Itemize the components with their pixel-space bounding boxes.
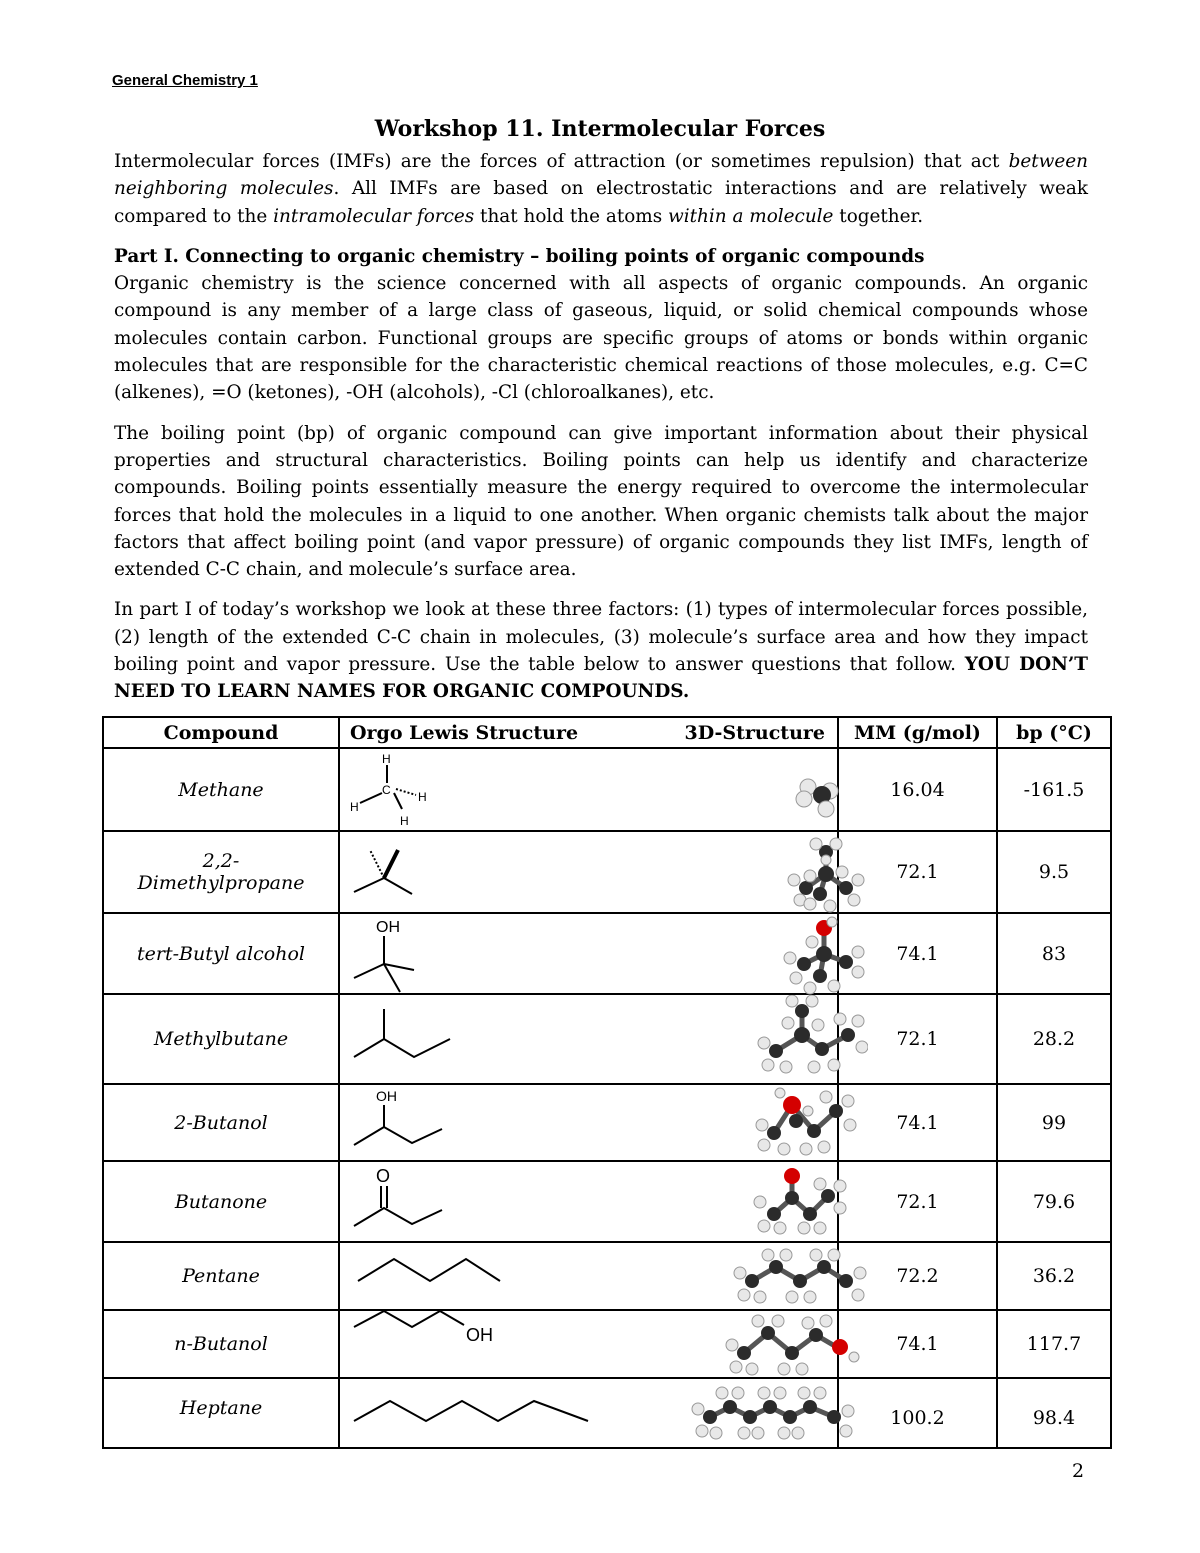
dimethylpropane-structures (340, 832, 868, 914)
boiling-point: -161.5 (997, 748, 1111, 831)
molar-mass: 74.1 (838, 913, 997, 994)
tbutanol-structures (340, 914, 868, 995)
part1-paragraph-2: The boiling point (bp) of organic compound can give important information about their physical properties and structural characteristics. Boiling points can help us identify and characterize compounds. Boiling points essentially measure the energy required to overcome the intermolecular forces that hold the molecules in a liquid to one another. When organic chemists talk about the major factors that affect boiling point (and vapor pressure) of organic compounds they list IMFs, length of extended C-C chain, and molecule’s surface area. (114, 422, 1088, 581)
table-row (103, 913, 1111, 994)
butanol2-3d-model (756, 1088, 856, 1155)
molar-mass: 74.1 (838, 1310, 997, 1378)
header-compound: Compound (103, 717, 339, 748)
methane-structures (340, 749, 868, 832)
molar-mass: 100.2 (838, 1378, 997, 1448)
compound-name: Methylbutane (103, 994, 339, 1084)
structure-cell (339, 1310, 838, 1378)
page-number: 2 (1072, 1460, 1085, 1482)
boiling-point: 36.2 (997, 1242, 1111, 1310)
compound-name: Butanone (103, 1161, 339, 1242)
boiling-point: 79.6 (997, 1161, 1111, 1242)
lewis-c-label: C (382, 783, 391, 797)
nbutanol-lewis (354, 1311, 464, 1327)
table-row (103, 1378, 1111, 1448)
molar-mass: 72.1 (838, 1161, 997, 1242)
methylbutane-3d-model (758, 995, 868, 1073)
compound-name: Heptane (103, 1378, 339, 1448)
header-bp: bp (°C) (997, 717, 1111, 748)
heptane-lewis (354, 1401, 588, 1421)
butanone-3d-model (754, 1168, 846, 1234)
dimethylpropane-lewis (354, 850, 412, 894)
table-row (103, 1310, 1111, 1378)
lewis-o-label: O (376, 1166, 391, 1186)
lewis-h-label: H (382, 752, 391, 766)
dimethylpropane-3d-model (788, 838, 864, 912)
table-row (103, 1084, 1111, 1161)
heptane-structures (340, 1379, 868, 1449)
methylbutane-lewis (354, 1009, 450, 1057)
lewis-h-label: H (400, 814, 409, 828)
part1-paragraph-3: In part I of today’s workshop we look at these three factors: (1) types of intermolecular forces possible, (2) length of the extended C-C chain in molecules, (3) molecule’s surface area and how they impact boiling point and vapor pressure. Use the table below to answer questions that follow. YOU DON’T NEED TO LEARN NAMES FOR ORGANIC COMPOUNDS. (114, 599, 1088, 703)
page-title: Workshop 11. Intermolecular Forces (374, 116, 826, 142)
table-row (103, 1161, 1111, 1242)
structure-cell (339, 1084, 838, 1161)
table-row (103, 831, 1111, 913)
body-text (114, 148, 1088, 719)
pentane-3d-model (734, 1249, 866, 1303)
nbutanol-structures (340, 1311, 868, 1379)
lewis-oh-label: OH (376, 1088, 397, 1104)
compound-name: n-Butanol (103, 1310, 339, 1378)
compound-name: 2,2-Dimethylpropane (103, 831, 339, 913)
butanol2-structures (340, 1085, 868, 1162)
header-structures (339, 717, 838, 748)
part1-paragraph-1: Part I. Connecting to organic chemistry – boiling points of organic compounds Organic chemistry is the science concerned with all aspects of organic compounds. An organic compound is any member of a large class of gaseous, liquid, or solid chemical compounds whose molecules contain carbon. Functional groups are specific groups of atoms or bonds within organic molecules that are responsible for the characteristic chemical reactions of those molecules, e.g. C=C (alkenes), =O (ketones), -OH (alcohols), -Cl (chloroalkanes), etc. (114, 243, 1088, 407)
tbutanol-lewis (354, 936, 414, 992)
pentane-structures (340, 1243, 868, 1311)
structure-cell (339, 748, 838, 831)
methane-3d-model (796, 779, 838, 817)
part1-heading: Part I. Connecting to organic chemistry – boiling points of organic compounds (114, 245, 925, 267)
table-row (103, 748, 1111, 831)
pentane-lewis (358, 1259, 500, 1281)
compound-name: Methane (103, 748, 339, 831)
structure-cell (339, 1378, 838, 1448)
lewis-h-label: H (418, 790, 427, 804)
butanol2-lewis (354, 1105, 442, 1145)
table-row (103, 994, 1111, 1084)
molar-mass: 72.1 (838, 994, 997, 1084)
compound-name: Pentane (103, 1242, 339, 1310)
boiling-point: 99 (997, 1084, 1111, 1161)
boiling-point: 117.7 (997, 1310, 1111, 1378)
intro-paragraph: Intermolecular forces (IMFs) are the forces of attraction (or sometimes repulsion) that act between neighboring molecules. All IMFs are based on electrostatic interactions and are relatively weak compared to the intramolecular forces that hold the atoms within a molecule together. (114, 151, 1088, 227)
boiling-point: 28.2 (997, 994, 1111, 1084)
table-row (103, 1242, 1111, 1310)
structure-cell (339, 831, 838, 913)
compounds-table (102, 716, 1112, 1449)
molar-mass: 72.2 (838, 1242, 997, 1310)
structure-cell (339, 1161, 838, 1242)
structure-cell (339, 913, 838, 994)
molar-mass: 72.1 (838, 831, 997, 913)
structure-cell (339, 994, 838, 1084)
header-3d: 3D-Structure (684, 721, 825, 744)
course-label: General Chemistry 1 (112, 72, 258, 89)
boiling-point: 9.5 (997, 831, 1111, 913)
molar-mass: 16.04 (838, 748, 997, 831)
compound-name: tert-Butyl alcohol (103, 913, 339, 994)
nbutanol-3d-model (726, 1315, 859, 1375)
heptane-3d-model (692, 1387, 854, 1439)
boiling-point: 83 (997, 913, 1111, 994)
butanone-structures (340, 1162, 868, 1243)
lewis-oh-label: OH (466, 1325, 493, 1345)
compound-name: 2-Butanol (103, 1084, 339, 1161)
lewis-oh-label: OH (376, 919, 400, 936)
tbutanol-3d-model (784, 917, 864, 994)
lewis-h-label: H (350, 800, 359, 814)
structure-cell (339, 1242, 838, 1310)
header-mm: MM (g/mol) (838, 717, 997, 748)
molar-mass: 74.1 (838, 1084, 997, 1161)
methylbutane-structures (340, 995, 868, 1085)
boiling-point: 98.4 (997, 1378, 1111, 1448)
butanone-lewis (354, 1186, 442, 1226)
header-lewis: Orgo Lewis Structure (350, 721, 579, 744)
table-header-row (103, 717, 1111, 748)
